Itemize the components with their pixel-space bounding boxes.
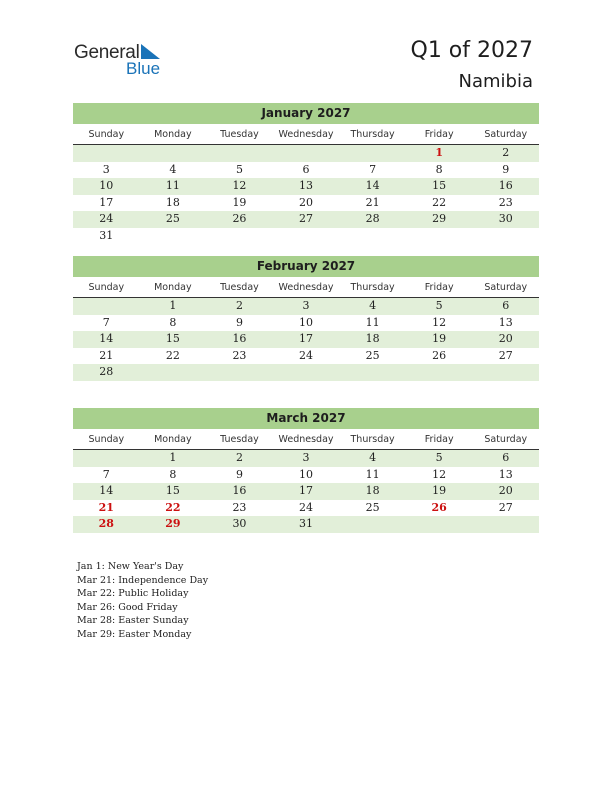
day-cell: 4 — [369, 299, 377, 312]
day-cell: 26 — [232, 212, 247, 225]
day-cell: 11 — [165, 179, 180, 192]
month-title: January 2027 — [73, 103, 539, 124]
weekday-header-row — [73, 126, 539, 145]
week-row — [73, 500, 539, 517]
day-cell: 12 — [432, 467, 447, 481]
day-cell: 21 — [99, 348, 114, 362]
holiday-note: Mar 29: Easter Monday — [77, 628, 192, 640]
weekday-label: Saturday — [484, 434, 528, 445]
day-cell: 4 — [369, 451, 377, 464]
holiday-notes — [77, 560, 208, 641]
day-cell: 13 — [299, 179, 314, 192]
week-row — [73, 450, 539, 467]
weekday-label: Tuesday — [220, 129, 259, 140]
day-cell: 13 — [498, 467, 513, 481]
day-cell: 22 — [165, 500, 181, 514]
day-cell: 14 — [99, 484, 114, 497]
weekday-label: Monday — [154, 129, 192, 140]
day-cell: 25 — [165, 212, 180, 225]
week-row — [73, 298, 539, 315]
weekday-label: Monday — [154, 282, 192, 293]
day-cell: 11 — [365, 467, 380, 481]
day-cell — [273, 145, 340, 162]
holiday-note: Mar 21: Independence Day — [77, 574, 209, 586]
day-cell: 28 — [98, 517, 114, 530]
week-row — [73, 315, 539, 332]
day-cell — [406, 364, 473, 381]
day-cell — [140, 145, 207, 162]
day-cell: 23 — [498, 195, 513, 209]
weekday-label: Friday — [424, 282, 454, 293]
weekday-label: Wednesday — [278, 282, 334, 293]
day-cell: 30 — [498, 212, 513, 225]
day-cell: 28 — [99, 365, 114, 378]
day-cell — [206, 228, 273, 245]
week-row — [73, 467, 539, 484]
day-cell: 16 — [498, 179, 513, 192]
holiday-note: Mar 26: Good Friday — [77, 601, 178, 613]
day-cell: 16 — [232, 484, 247, 497]
day-cell: 7 — [369, 162, 377, 176]
week-row — [73, 228, 539, 245]
day-cell — [140, 228, 207, 245]
day-cell — [206, 145, 273, 162]
day-cell — [140, 364, 207, 381]
day-cell — [339, 228, 406, 245]
weekday-label: Thursday — [350, 129, 395, 140]
day-cell: 27 — [498, 500, 513, 514]
day-cell: 22 — [165, 348, 180, 362]
weekday-label: Thursday — [350, 282, 395, 293]
week-row — [73, 364, 539, 381]
day-cell: 28 — [365, 212, 380, 225]
week-row — [73, 348, 539, 365]
month-january — [73, 103, 539, 244]
day-cell: 21 — [98, 500, 114, 514]
day-cell: 9 — [235, 467, 243, 481]
week-row — [73, 178, 539, 195]
day-cell: 10 — [299, 315, 314, 329]
brand-name-blue: Blue — [126, 59, 161, 78]
day-cell: 1 — [169, 299, 177, 312]
day-cell: 6 — [302, 162, 310, 176]
day-cell: 24 — [299, 348, 314, 362]
day-cell — [339, 364, 406, 381]
day-cell — [472, 364, 539, 381]
week-row — [73, 162, 539, 179]
day-cell: 25 — [365, 348, 380, 362]
day-cell — [406, 228, 473, 245]
day-cell: 8 — [435, 162, 443, 176]
day-cell — [73, 145, 140, 162]
weekday-label: Friday — [424, 434, 454, 445]
logo-triangle-icon — [141, 44, 161, 60]
day-cell: 18 — [365, 484, 380, 497]
weekday-label: Wednesday — [278, 129, 334, 140]
month-march — [73, 408, 539, 533]
day-cell: 3 — [302, 451, 310, 464]
day-cell: 19 — [232, 195, 247, 209]
day-cell: 24 — [99, 212, 114, 225]
day-cell: 15 — [165, 484, 180, 497]
weekday-label: Tuesday — [220, 434, 259, 445]
day-cell: 13 — [498, 315, 513, 329]
holiday-note: Mar 22: Public Holiday — [77, 588, 189, 599]
weekday-label: Wednesday — [278, 434, 334, 445]
day-cell: 24 — [299, 500, 314, 514]
day-cell: 20 — [498, 332, 513, 345]
week-row — [73, 195, 539, 212]
month-title: February 2027 — [73, 256, 539, 277]
day-cell: 27 — [299, 212, 314, 225]
day-cell: 5 — [235, 162, 243, 176]
weekday-label: Saturday — [484, 282, 528, 293]
day-cell: 9 — [235, 315, 243, 329]
day-cell: 20 — [299, 195, 314, 209]
holiday-note: Mar 28: Easter Sunday — [77, 615, 189, 626]
day-cell: 26 — [432, 348, 447, 362]
day-cell: 6 — [502, 451, 510, 464]
country-name: Namibia — [458, 71, 533, 92]
day-cell — [406, 516, 473, 533]
week-row — [73, 331, 539, 348]
weekday-label: Sunday — [88, 282, 125, 293]
day-cell: 22 — [432, 195, 447, 209]
day-cell: 14 — [99, 332, 114, 345]
day-cell: 8 — [169, 467, 177, 481]
day-cell: 29 — [432, 212, 447, 225]
day-cell: 30 — [232, 517, 247, 530]
day-cell — [206, 364, 273, 381]
day-cell: 25 — [365, 500, 380, 514]
day-cell: 31 — [99, 228, 114, 242]
day-cell — [339, 145, 406, 162]
weekday-label: Sunday — [88, 434, 125, 445]
day-cell: 17 — [299, 332, 314, 345]
weekday-label: Saturday — [484, 129, 528, 140]
weekday-label: Sunday — [88, 129, 125, 140]
weekday-header-row — [73, 431, 539, 450]
day-cell: 19 — [432, 484, 447, 497]
day-cell: 5 — [435, 451, 443, 464]
day-cell: 2 — [235, 451, 243, 464]
page-title: Q1 of 2027 — [410, 38, 533, 63]
day-cell: 29 — [165, 517, 181, 530]
day-cell — [73, 298, 140, 315]
day-cell: 31 — [299, 517, 314, 530]
day-cell — [339, 516, 406, 533]
day-cell: 18 — [365, 332, 380, 345]
day-cell — [273, 228, 340, 245]
day-cell: 17 — [299, 484, 314, 497]
day-cell — [472, 228, 539, 245]
day-cell: 2 — [235, 299, 243, 312]
day-cell: 23 — [232, 348, 247, 362]
day-cell: 16 — [232, 332, 247, 345]
day-cell — [273, 364, 340, 381]
day-cell: 12 — [232, 179, 247, 192]
day-cell: 1 — [435, 146, 443, 159]
day-cell: 27 — [498, 348, 513, 362]
day-cell: 11 — [365, 315, 380, 329]
day-cell: 15 — [165, 332, 180, 345]
day-cell — [73, 450, 140, 467]
day-cell: 9 — [502, 162, 510, 176]
day-cell: 10 — [299, 467, 314, 481]
day-cell: 10 — [99, 179, 114, 192]
day-cell: 3 — [302, 299, 310, 312]
day-cell: 6 — [502, 299, 510, 312]
week-row — [73, 211, 539, 228]
month-title: March 2027 — [73, 408, 539, 429]
week-row — [73, 516, 539, 533]
weekday-label: Thursday — [350, 434, 395, 445]
day-cell: 4 — [169, 162, 177, 176]
day-cell: 15 — [432, 179, 447, 192]
day-cell: 1 — [169, 451, 177, 464]
month-february — [73, 256, 539, 381]
day-cell: 26 — [431, 500, 447, 514]
day-cell: 19 — [432, 332, 447, 345]
day-cell: 7 — [102, 315, 110, 329]
day-cell: 14 — [365, 179, 380, 192]
day-cell: 3 — [102, 162, 110, 176]
weekday-label: Monday — [154, 434, 192, 445]
day-cell: 8 — [169, 315, 177, 329]
holiday-note: Jan 1: New Year's Day — [77, 561, 184, 572]
day-cell: 12 — [432, 315, 447, 329]
weekday-label: Friday — [424, 129, 454, 140]
weekday-header-row — [73, 279, 539, 298]
day-cell: 5 — [435, 299, 443, 312]
day-cell: 20 — [498, 484, 513, 497]
day-cell: 21 — [365, 195, 380, 209]
day-cell: 23 — [232, 500, 247, 514]
week-row — [73, 483, 539, 500]
day-cell: 2 — [502, 146, 510, 159]
day-cell: 18 — [165, 195, 180, 209]
brand-name-general: General — [74, 42, 140, 63]
day-cell — [472, 516, 539, 533]
weekday-label: Tuesday — [220, 282, 259, 293]
week-row — [73, 145, 539, 162]
brand-logo — [74, 42, 174, 78]
day-cell: 17 — [99, 195, 114, 209]
day-cell: 7 — [102, 467, 110, 481]
